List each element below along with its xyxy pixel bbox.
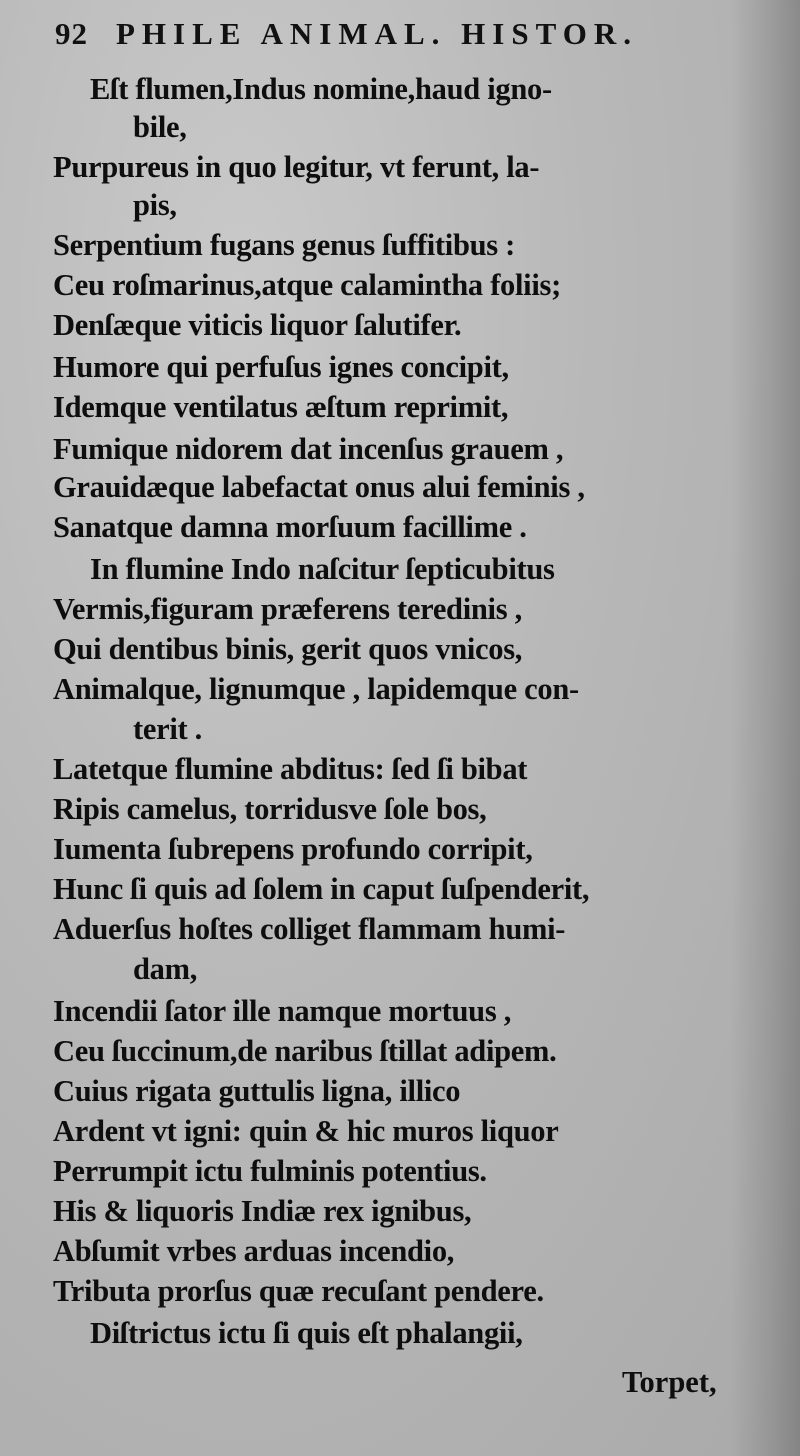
verse-line: bile, — [133, 110, 187, 144]
page-number: 92 — [55, 16, 88, 51]
verse-line: Grauidæque labefactat onus alui feminis , — [53, 470, 585, 504]
verse-line: Purpureus in quo legitur, vt ferunt, la- — [53, 150, 540, 184]
verse-line: Cuius rigata guttulis ligna, illico — [53, 1074, 461, 1108]
verse-line: Humore qui perfuſus ignes concipit, — [53, 350, 509, 384]
verse-line: His & liquoris Indiæ rex ignibus, — [53, 1194, 472, 1228]
verse-line: Animalque, lignumque , lapidemque con- — [53, 672, 579, 706]
verse-line: Sanatque damna morſuum facillime . — [53, 510, 527, 544]
verse-line: terit . — [133, 712, 203, 746]
verse-line: Ceu roſmarinus,atque calamintha foliis; — [53, 268, 561, 302]
verse-line: Hunc ſi quis ad ſolem in caput ſuſpenderit, — [53, 872, 590, 906]
verse-line: Abſumit vrbes arduas incendio, — [53, 1234, 455, 1268]
verse-line: Ardent vt igni: quin & hic muros liquor — [53, 1114, 559, 1148]
verse-line: Ripis camelus, torridusve ſole bos, — [53, 792, 487, 826]
verse-line: Fumique nidorem dat incenſus grauem , — [53, 432, 564, 466]
verse-line: Diſtrictus ictu ſi quis eſt phalangii, — [90, 1316, 523, 1350]
verse-line: dam, — [133, 952, 198, 986]
verse-line: Perrumpit ictu fulminis potentius. — [53, 1154, 487, 1188]
verse-line: In flumine Indo naſcitur ſepticubitus — [90, 552, 555, 586]
verse-line: Tributa prorſus quæ recuſant pendere. — [53, 1274, 544, 1308]
verse-line: Idemque ventilatus æſtum reprimit, — [53, 390, 509, 424]
verse-line: Serpentium fugans genus ſuffitibus : — [53, 228, 516, 262]
verse-line: Denſæque viticis liquor ſalutifer. — [53, 308, 462, 342]
verse-line: Iumenta ſubrepens profundo corripit, — [53, 832, 533, 866]
verse-line: Latetque flumine abditus: ſed ſi bibat — [53, 752, 528, 786]
verse-line: Aduerſus hoſtes colliget flammam humi- — [53, 912, 566, 946]
verse-line: Incendii ſator ille namque mortuus , — [53, 994, 512, 1028]
verse-line: Eſt flumen,Indus nomine,haud igno- — [90, 72, 552, 106]
verse-line: Qui dentibus binis, gerit quos vnicos, — [53, 632, 523, 666]
verse-line: Vermis,figuram præferens teredinis , — [53, 592, 522, 626]
verse-line: pis, — [133, 188, 177, 222]
verse-line: Ceu ſuccinum,de naribus ſtillat adipem. — [53, 1034, 557, 1068]
catchword: Torpet, — [622, 1365, 717, 1399]
running-title: PHILE ANIMAL. HISTOR. — [116, 16, 638, 51]
